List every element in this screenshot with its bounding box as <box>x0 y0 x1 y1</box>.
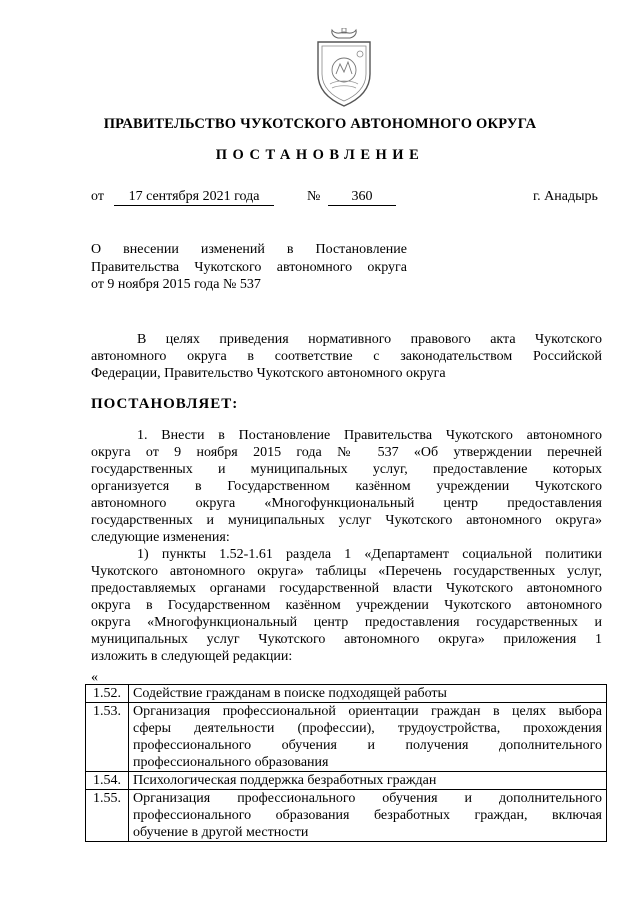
row-text <box>129 772 607 790</box>
item-1-line: государственных и муниципальных услуг, предоставление которых <box>91 462 602 477</box>
row-text-line: профессионального образования <box>133 755 329 770</box>
subject-line: от 9 ноября 2015 года № 537 <box>91 277 261 292</box>
row-number: 1.55. <box>86 790 129 842</box>
row-text-line: Содействие гражданам в поиске подходящей работы <box>133 686 447 701</box>
item-1-line: 1. Внести в Постановление Правительства Чукотского автономного <box>137 428 602 443</box>
item-1-line: государственных и муниципальных услуг Чукотского автономного округа» <box>91 513 602 528</box>
decree-subject <box>91 241 407 294</box>
opening-quote-mark: « <box>91 670 98 685</box>
item-1-line: организуется в Государственном казённом учреждении Чукотского <box>91 479 602 494</box>
preamble-paragraph <box>91 331 602 382</box>
coat-of-arms-emblem <box>312 28 376 108</box>
preamble-line: автономного округа в соответствие с законодательством Российской <box>91 349 602 364</box>
table-row <box>86 790 607 842</box>
subitem-1-line: Чукотского автономного округа» таблицы «Перечень государственных услуг, <box>91 564 602 579</box>
number-sign-label: № <box>307 189 321 204</box>
row-number: 1.52. <box>86 685 129 703</box>
item-1-paragraph <box>91 427 602 546</box>
preamble-line: Федерации, Правительство Чукотского автономного округа <box>91 366 446 381</box>
row-text-line: профессионального обучения и получения дополнительного <box>133 738 602 753</box>
item-1-line: автономного округа «Многофункциональный центр предоставления <box>91 496 602 511</box>
item-1-line: округа от 9 ноября 2015 года № 537 «Об утверждении перечней <box>91 445 602 460</box>
subitem-1-paragraph <box>91 546 602 665</box>
decree-number: 360 <box>328 189 396 206</box>
date-from-label: от <box>91 189 104 204</box>
subitem-1-line: округа в Государственном казённом учреждении Чукотского автономного <box>91 598 602 613</box>
row-number: 1.53. <box>86 703 129 772</box>
row-text-line: сферы деятельности (профессии), трудоустройства, прохождения <box>133 721 602 736</box>
table-row <box>86 772 607 790</box>
table-row <box>86 703 607 772</box>
city-name: г. Анадырь <box>533 189 598 204</box>
table-row <box>86 685 607 703</box>
subitem-1-line: муниципальных услуг Чукотского автономного округа» приложения 1 <box>91 632 602 647</box>
resolves-heading: ПОСТАНОВЛЯЕТ: <box>91 396 239 412</box>
subject-line: Правительства Чукотского автономного округа <box>91 259 407 275</box>
document-type-title: ПОСТАНОВЛЕНИЕ <box>215 147 425 163</box>
item-1-line: следующие изменения: <box>91 530 230 545</box>
subitem-1-line: округа «Многофункциональный центр предоставления государственных и <box>91 615 602 630</box>
row-text-line: Организация профессионального обучения и дополнительного <box>133 791 602 806</box>
row-number: 1.54. <box>86 772 129 790</box>
row-text-line: обучение в другой местности <box>133 825 309 840</box>
decree-date: 17 сентября 2021 года <box>114 189 274 206</box>
subitem-1-line: предоставляемых органами государственной власти Чукотского автономного <box>91 581 602 596</box>
row-text-line: Психологическая поддержка безработных граждан <box>133 773 437 788</box>
row-text <box>129 703 607 772</box>
services-table <box>85 684 607 842</box>
row-text-line: Организация профессиональной ориентации граждан в целях выбора <box>133 704 602 719</box>
government-title: ПРАВИТЕЛЬСТВО ЧУКОТСКОГО АВТОНОМНОГО ОКРУГА <box>103 116 537 132</box>
row-text-line: профессионального образования безработных граждан, включая <box>133 808 602 823</box>
subitem-1-line: изложить в следующей редакции: <box>91 649 293 664</box>
subitem-1-line: 1) пункты 1.52-1.61 раздела 1 «Департамент социальной политики <box>137 547 602 562</box>
subject-line: О внесении изменений в Постановление <box>91 242 407 257</box>
row-text <box>129 685 607 703</box>
preamble-line: В целях приведения нормативного правового акта Чукотского <box>137 332 602 347</box>
row-text <box>129 790 607 842</box>
